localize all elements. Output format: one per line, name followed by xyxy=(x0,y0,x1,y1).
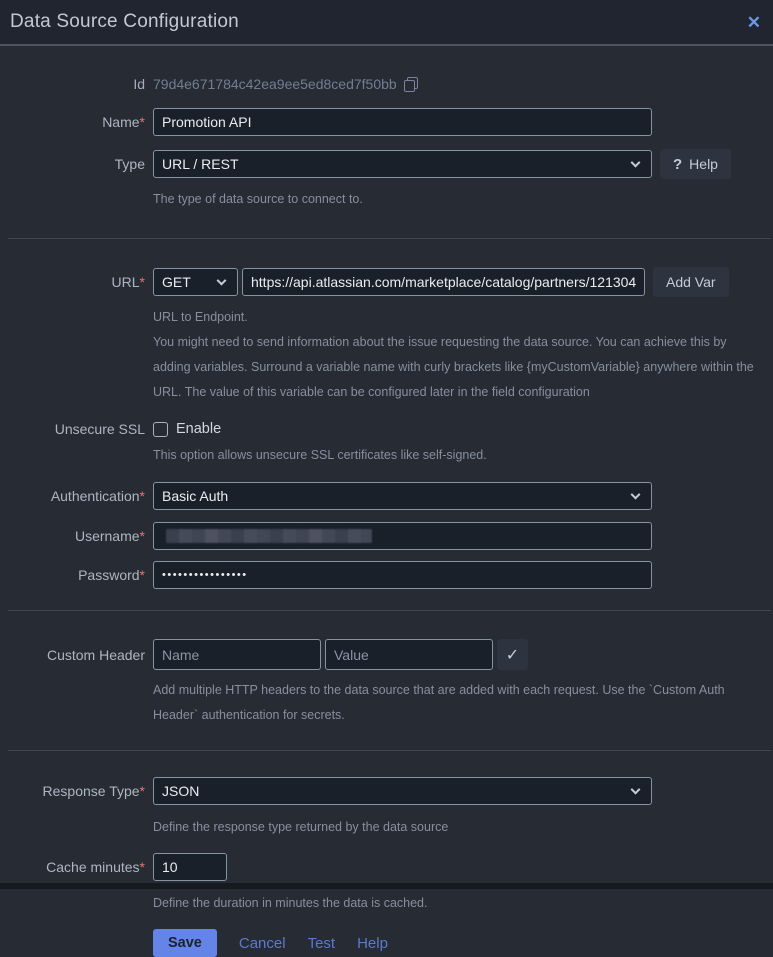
authentication-label: Authentication* xyxy=(50,488,145,504)
required-asterisk: * xyxy=(139,783,145,799)
actions-bar xyxy=(153,929,773,957)
custom-header-value-input[interactable] xyxy=(325,639,493,670)
cache-minutes-field[interactable] xyxy=(153,853,227,881)
id-value xyxy=(153,76,418,92)
response-type-help-text: Define the response type returned by the data source xyxy=(153,820,449,834)
help-button[interactable] xyxy=(660,149,731,179)
name-label: Name* xyxy=(102,114,145,130)
response-type-select-value: JSON xyxy=(162,783,200,799)
check-icon: ✓ xyxy=(505,646,520,664)
cache-minutes-label: Cache minutes* xyxy=(46,859,145,875)
response-type-row xyxy=(0,777,773,805)
dialog-bottom-edge xyxy=(0,883,773,889)
chevron-down-icon xyxy=(217,276,227,286)
username-redacted-value xyxy=(166,529,372,543)
cache-minutes-row xyxy=(0,853,773,881)
required-asterisk: * xyxy=(139,567,145,583)
id-label: Id xyxy=(133,76,145,92)
unsecure-ssl-label: Unsecure SSL xyxy=(54,421,145,437)
type-select-value: URL / REST xyxy=(162,156,239,172)
add-var-button[interactable]: Add Var xyxy=(653,267,729,297)
authentication-select-value: Basic Auth xyxy=(162,488,229,504)
custom-header-row xyxy=(0,639,773,670)
id-value-text: 79d4e671784c42ea9ee5ed8ced7f50bb xyxy=(153,76,397,92)
type-help-text: The type of data source to connect to. xyxy=(153,192,363,206)
custom-header-label: Custom Header xyxy=(46,646,145,663)
username-row xyxy=(0,522,773,550)
http-method-select[interactable] xyxy=(153,268,238,296)
authentication-row xyxy=(0,482,773,510)
chevron-down-icon xyxy=(631,785,641,795)
unsecure-ssl-help-text: This option allows unsecure SSL certificates like self-signed. xyxy=(153,448,487,462)
help-link[interactable]: Help xyxy=(357,934,388,952)
type-select[interactable] xyxy=(153,150,652,178)
required-asterisk: * xyxy=(139,488,145,504)
copy-icon[interactable] xyxy=(404,77,418,92)
unsecure-ssl-checkbox[interactable] xyxy=(153,422,168,437)
custom-header-help-text: Add multiple HTTP headers to the data source that are added with each request. Use the `Custom Auth Header` authentication for secrets. xyxy=(153,683,725,722)
unsecure-ssl-row xyxy=(0,421,773,437)
cancel-link[interactable]: Cancel xyxy=(238,934,286,952)
url-row xyxy=(0,267,773,297)
authentication-select[interactable] xyxy=(153,482,652,510)
cache-minutes-help-text: Define the duration in minutes the data is cached. xyxy=(153,896,428,910)
response-type-label: Response Type* xyxy=(42,783,145,799)
dialog-header xyxy=(0,0,773,46)
name-row xyxy=(0,108,773,136)
password-row xyxy=(0,561,773,589)
required-asterisk: * xyxy=(139,274,145,290)
url-input[interactable] xyxy=(242,268,645,296)
section-divider xyxy=(8,750,771,751)
required-asterisk: * xyxy=(139,114,145,130)
chevron-down-icon xyxy=(631,158,641,168)
add-header-confirm-button[interactable] xyxy=(497,639,528,670)
form-area xyxy=(0,46,773,957)
password-field[interactable] xyxy=(153,561,652,589)
section-divider xyxy=(8,238,771,239)
name-field[interactable] xyxy=(153,108,652,136)
username-field[interactable] xyxy=(153,522,652,550)
type-row xyxy=(0,149,773,179)
question-icon: ? xyxy=(673,155,683,173)
chevron-down-icon xyxy=(631,490,641,500)
id-row xyxy=(0,76,773,92)
save-button[interactable]: Save xyxy=(153,929,217,957)
username-label: Username* xyxy=(74,528,145,544)
http-method-value: GET xyxy=(162,274,191,290)
close-icon[interactable]: ✕ xyxy=(746,12,761,32)
type-label: Type xyxy=(114,156,145,172)
response-type-select[interactable] xyxy=(153,777,652,805)
password-label: Password* xyxy=(78,567,145,583)
page-title: Data Source Configuration xyxy=(10,11,239,32)
url-label: URL* xyxy=(111,274,145,290)
test-link[interactable]: Test xyxy=(307,934,336,952)
required-asterisk: * xyxy=(139,859,145,875)
url-help-line1: URL to Endpoint. xyxy=(153,310,248,324)
help-button-label: Help xyxy=(689,156,718,172)
required-asterisk: * xyxy=(139,528,145,544)
url-help-line2: You might need to send information about the issue requesting the data source. You can achieve this by adding variables. Surround a variable name with curly brackets like {myCustomVariable} anywhere within the URL. The value of this variable can be configured later in the field configuration xyxy=(153,335,754,399)
custom-header-name-input[interactable] xyxy=(153,639,321,670)
unsecure-ssl-checkbox-label: Enable xyxy=(176,421,222,437)
section-divider xyxy=(8,610,771,611)
